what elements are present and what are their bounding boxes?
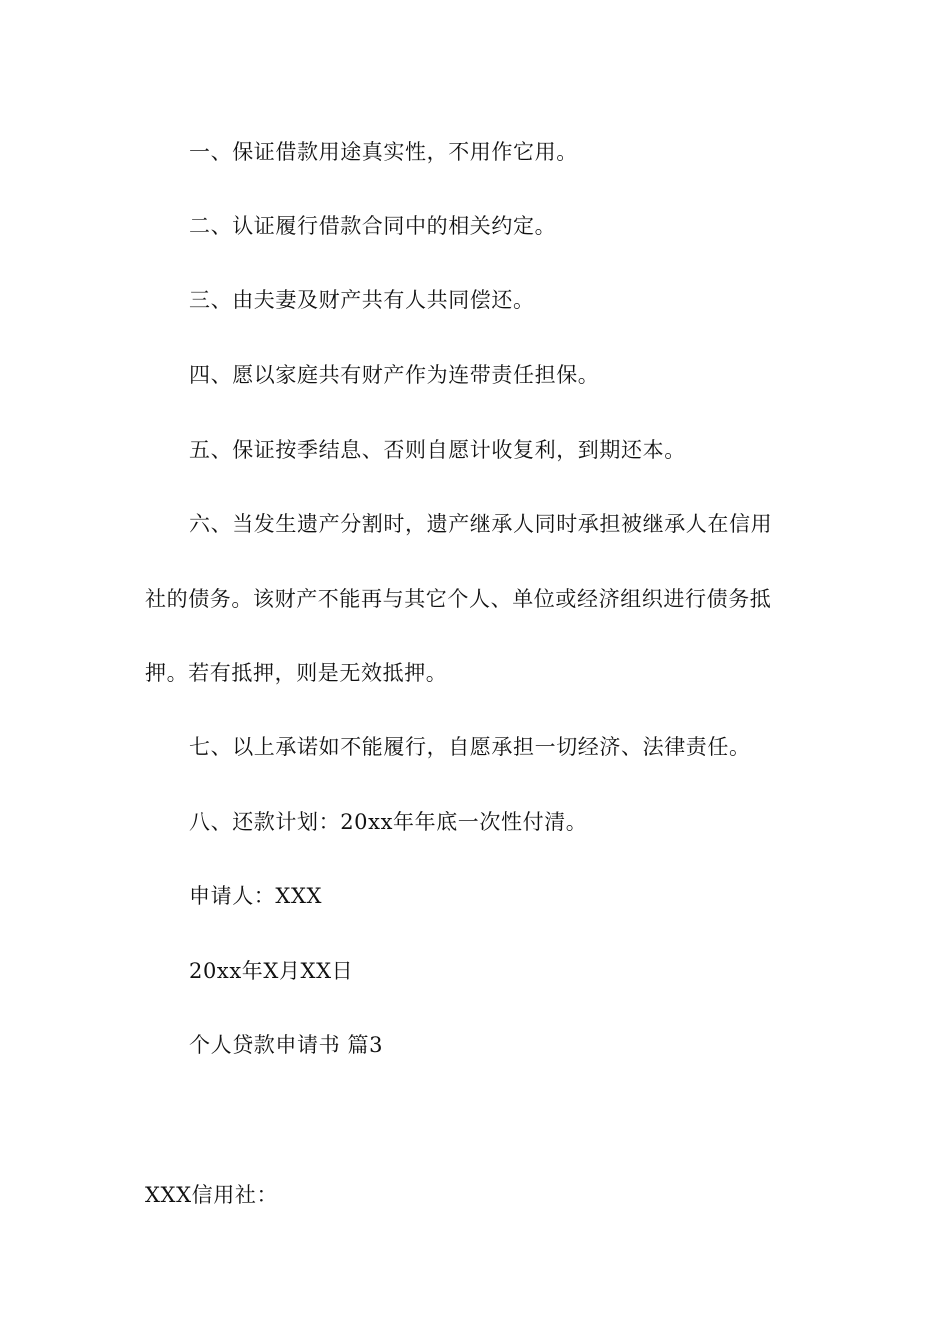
- clause-3: 三、由夫妻及财产共有人共同偿还。: [189, 288, 535, 312]
- date-line: 20xx年X月XX日: [189, 959, 354, 983]
- clause-6-line-1: 六、当发生遗产分割时，遗产继承人同时承担被继承人在信用: [189, 512, 773, 536]
- addressee-line: XXX信用社：: [145, 1183, 279, 1207]
- clause-1: 一、保证借款用途真实性，不用作它用。: [189, 140, 578, 164]
- clause-4: 四、愿以家庭共有财产作为连带责任担保。: [189, 363, 600, 387]
- clause-6-line-2: 社的债务。该财产不能再与其它个人、单位或经济组织进行债务抵: [145, 587, 772, 611]
- clause-2: 二、认证履行借款合同中的相关约定。: [189, 214, 557, 238]
- clause-7: 七、以上承诺如不能履行，自愿承担一切经济、法律责任。: [189, 735, 751, 759]
- clause-8: 八、还款计划：20xx年年底一次性付清。: [189, 810, 588, 834]
- section-heading: 个人贷款申请书 篇3: [189, 1033, 384, 1057]
- clause-5: 五、保证按季结息、否则自愿计收复利，到期还本。: [189, 438, 686, 462]
- clause-6-line-3: 押。若有抵押，则是无效抵押。: [145, 661, 448, 685]
- applicant-line: 申请人：XXX: [189, 884, 323, 908]
